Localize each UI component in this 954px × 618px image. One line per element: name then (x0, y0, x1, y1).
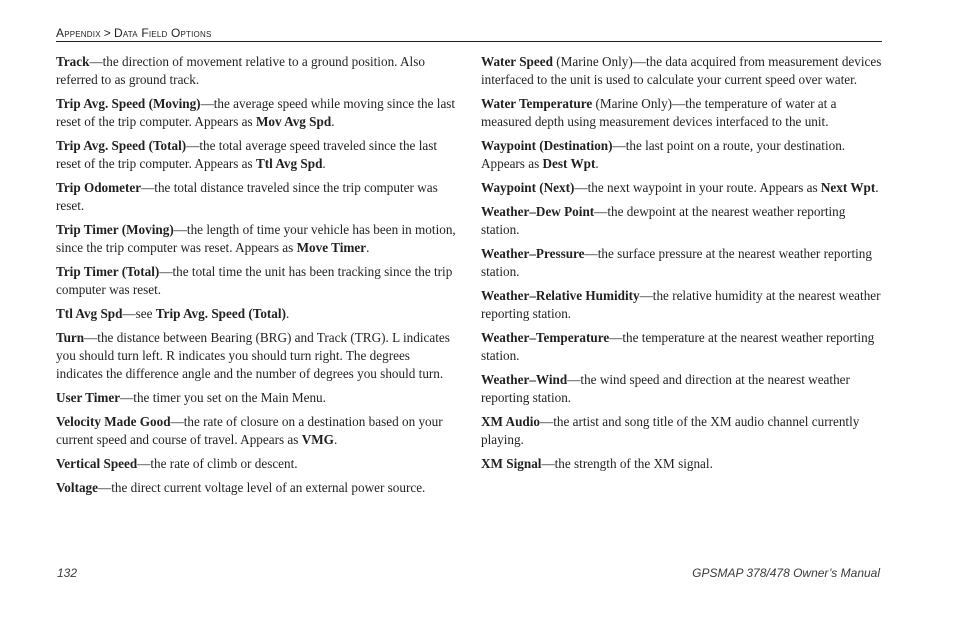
definition-entry (56, 137, 456, 173)
definition-term: Turn (56, 330, 85, 345)
definition-end-punctuation: . (285, 306, 290, 321)
definition-term: Weather–Wind (481, 372, 568, 387)
definition-term: Vertical Speed (56, 456, 138, 471)
definition-term: Track (56, 54, 90, 69)
definition-entry (481, 95, 885, 131)
running-header (56, 26, 882, 42)
definition-text: —the total distance traveled since the trip computer was reset. (56, 180, 438, 213)
definition-text: (Marine Only)—the data acquired from measurement devices interfaced to the unit is used to calculate your current speed over water. (481, 54, 882, 87)
header-subsection: Data Field Options (113, 26, 212, 40)
display-abbreviation: Trip Avg. Speed (Total) (155, 306, 286, 321)
definition-entry (481, 203, 885, 239)
definition-term: Velocity Made Good (56, 414, 171, 429)
definition-entry (56, 455, 456, 473)
definition-term: Trip Odometer (56, 180, 142, 195)
definition-text: (Marine Only)—the temperature of water at a measured depth using measurement devices interfaced to the unit. (481, 96, 837, 129)
definition-entry (481, 179, 885, 197)
definition-text: —the rate of climb or descent. (137, 456, 298, 471)
definition-entry (56, 53, 456, 89)
definition-term: Trip Avg. Speed (Moving) (56, 96, 201, 111)
definition-end-punctuation: . (322, 156, 326, 171)
definition-entry (56, 329, 456, 383)
definition-text: —the direct current voltage level of an external power source. (98, 480, 426, 495)
display-abbreviation: VMG (301, 432, 334, 447)
definition-entry (481, 455, 885, 473)
definition-end-punctuation: . (333, 432, 338, 447)
display-abbreviation: Dest Wpt (542, 156, 596, 171)
definition-entry (56, 263, 456, 299)
definition-text: —the dewpoint at the nearest weather reporting station. (481, 204, 846, 237)
definition-entry (481, 287, 885, 323)
definition-text: —the last point on a route, your destination. Appears as (481, 138, 846, 171)
definition-text: —the temperature at the nearest weather reporting station. (481, 330, 875, 363)
display-abbreviation: Next Wpt (820, 180, 876, 195)
definition-text: —the next waypoint in your route. Appears as (574, 180, 821, 195)
definition-end-punctuation: . (331, 114, 335, 129)
definition-text: —the distance between Bearing (BRG) and Track (TRG). L indicates you should turn left. R indicates you should turn right. The degrees indicates the difference angle and the number of degrees you should turn. (56, 330, 450, 381)
definition-entry (481, 413, 885, 449)
definition-term: Weather–Pressure (481, 246, 585, 261)
definition-entry (56, 305, 456, 323)
definition-term: Weather–Dew Point (481, 204, 595, 219)
definition-entry (56, 413, 456, 449)
header-separator: > (103, 26, 111, 40)
definition-entry (56, 389, 456, 407)
definition-entry (56, 479, 456, 497)
definition-end-punctuation: . (875, 180, 879, 195)
manual-title: GPSMAP 378/478 Owner’s Manual (692, 566, 880, 580)
definition-text: —see (122, 306, 156, 321)
definition-term: XM Signal (481, 456, 542, 471)
definition-term: XM Audio (481, 414, 540, 429)
definition-entry (481, 137, 885, 173)
page-number: 132 (57, 566, 78, 580)
definition-entry (56, 221, 456, 257)
definition-entry (56, 179, 456, 215)
definition-entry (56, 95, 456, 131)
definition-text: —the wind speed and direction at the nearest weather reporting station. (481, 372, 850, 405)
right-column (481, 53, 885, 479)
definition-text: —the artist and song title of the XM audio channel currently playing. (481, 414, 860, 447)
left-column (56, 53, 456, 503)
definition-entry (481, 245, 885, 281)
definition-text: —the rate of closure on a destination based on your current speed and course of travel. Appears as (56, 414, 443, 447)
header-section: Appendix (56, 26, 101, 40)
definition-text: —the surface pressure at the nearest weather reporting station. (481, 246, 872, 279)
display-abbreviation: Move Timer (296, 240, 367, 255)
definition-term: Trip Timer (Total) (56, 264, 160, 279)
definition-term: Trip Timer (Moving) (56, 222, 174, 237)
definition-term: Waypoint (Next) (481, 180, 575, 195)
definition-text: —the total average speed traveled since the last reset of the trip computer. Appears as (56, 138, 438, 171)
definition-text: —the length of time your vehicle has been in motion, since the trip computer was reset. Appears as (56, 222, 456, 255)
definition-end-punctuation: . (595, 156, 599, 171)
definition-text: —the total time the unit has been tracking since the trip computer was reset. (56, 264, 453, 297)
definition-entry (481, 371, 885, 407)
definition-entry (481, 329, 885, 365)
definition-text: —the timer you set on the Main Menu. (120, 390, 326, 405)
definition-text: —the relative humidity at the nearest weather reporting station. (481, 288, 881, 321)
definition-text: —the strength of the XM signal. (541, 456, 713, 471)
display-abbreviation: Mov Avg Spd (255, 114, 332, 129)
definition-text: —the direction of movement relative to a ground position. Also referred to as ground track. (56, 54, 425, 87)
definition-text: —the average speed while moving since the last reset of the trip computer. Appears as (56, 96, 456, 129)
definition-term: Water Speed (481, 54, 553, 69)
definition-term: Water Temperature (481, 96, 593, 111)
definition-term: Ttl Avg Spd (56, 306, 123, 321)
definition-term: Waypoint (Destination) (481, 138, 613, 153)
definition-term: Weather–Relative Humidity (481, 288, 640, 303)
definition-term: Trip Avg. Speed (Total) (56, 138, 187, 153)
definition-end-punctuation: . (366, 240, 370, 255)
display-abbreviation: Ttl Avg Spd (255, 156, 323, 171)
definition-entry (481, 53, 885, 89)
definition-term: User Timer (56, 390, 121, 405)
definition-term: Voltage (56, 480, 99, 495)
definition-term: Weather–Temperature (481, 330, 610, 345)
